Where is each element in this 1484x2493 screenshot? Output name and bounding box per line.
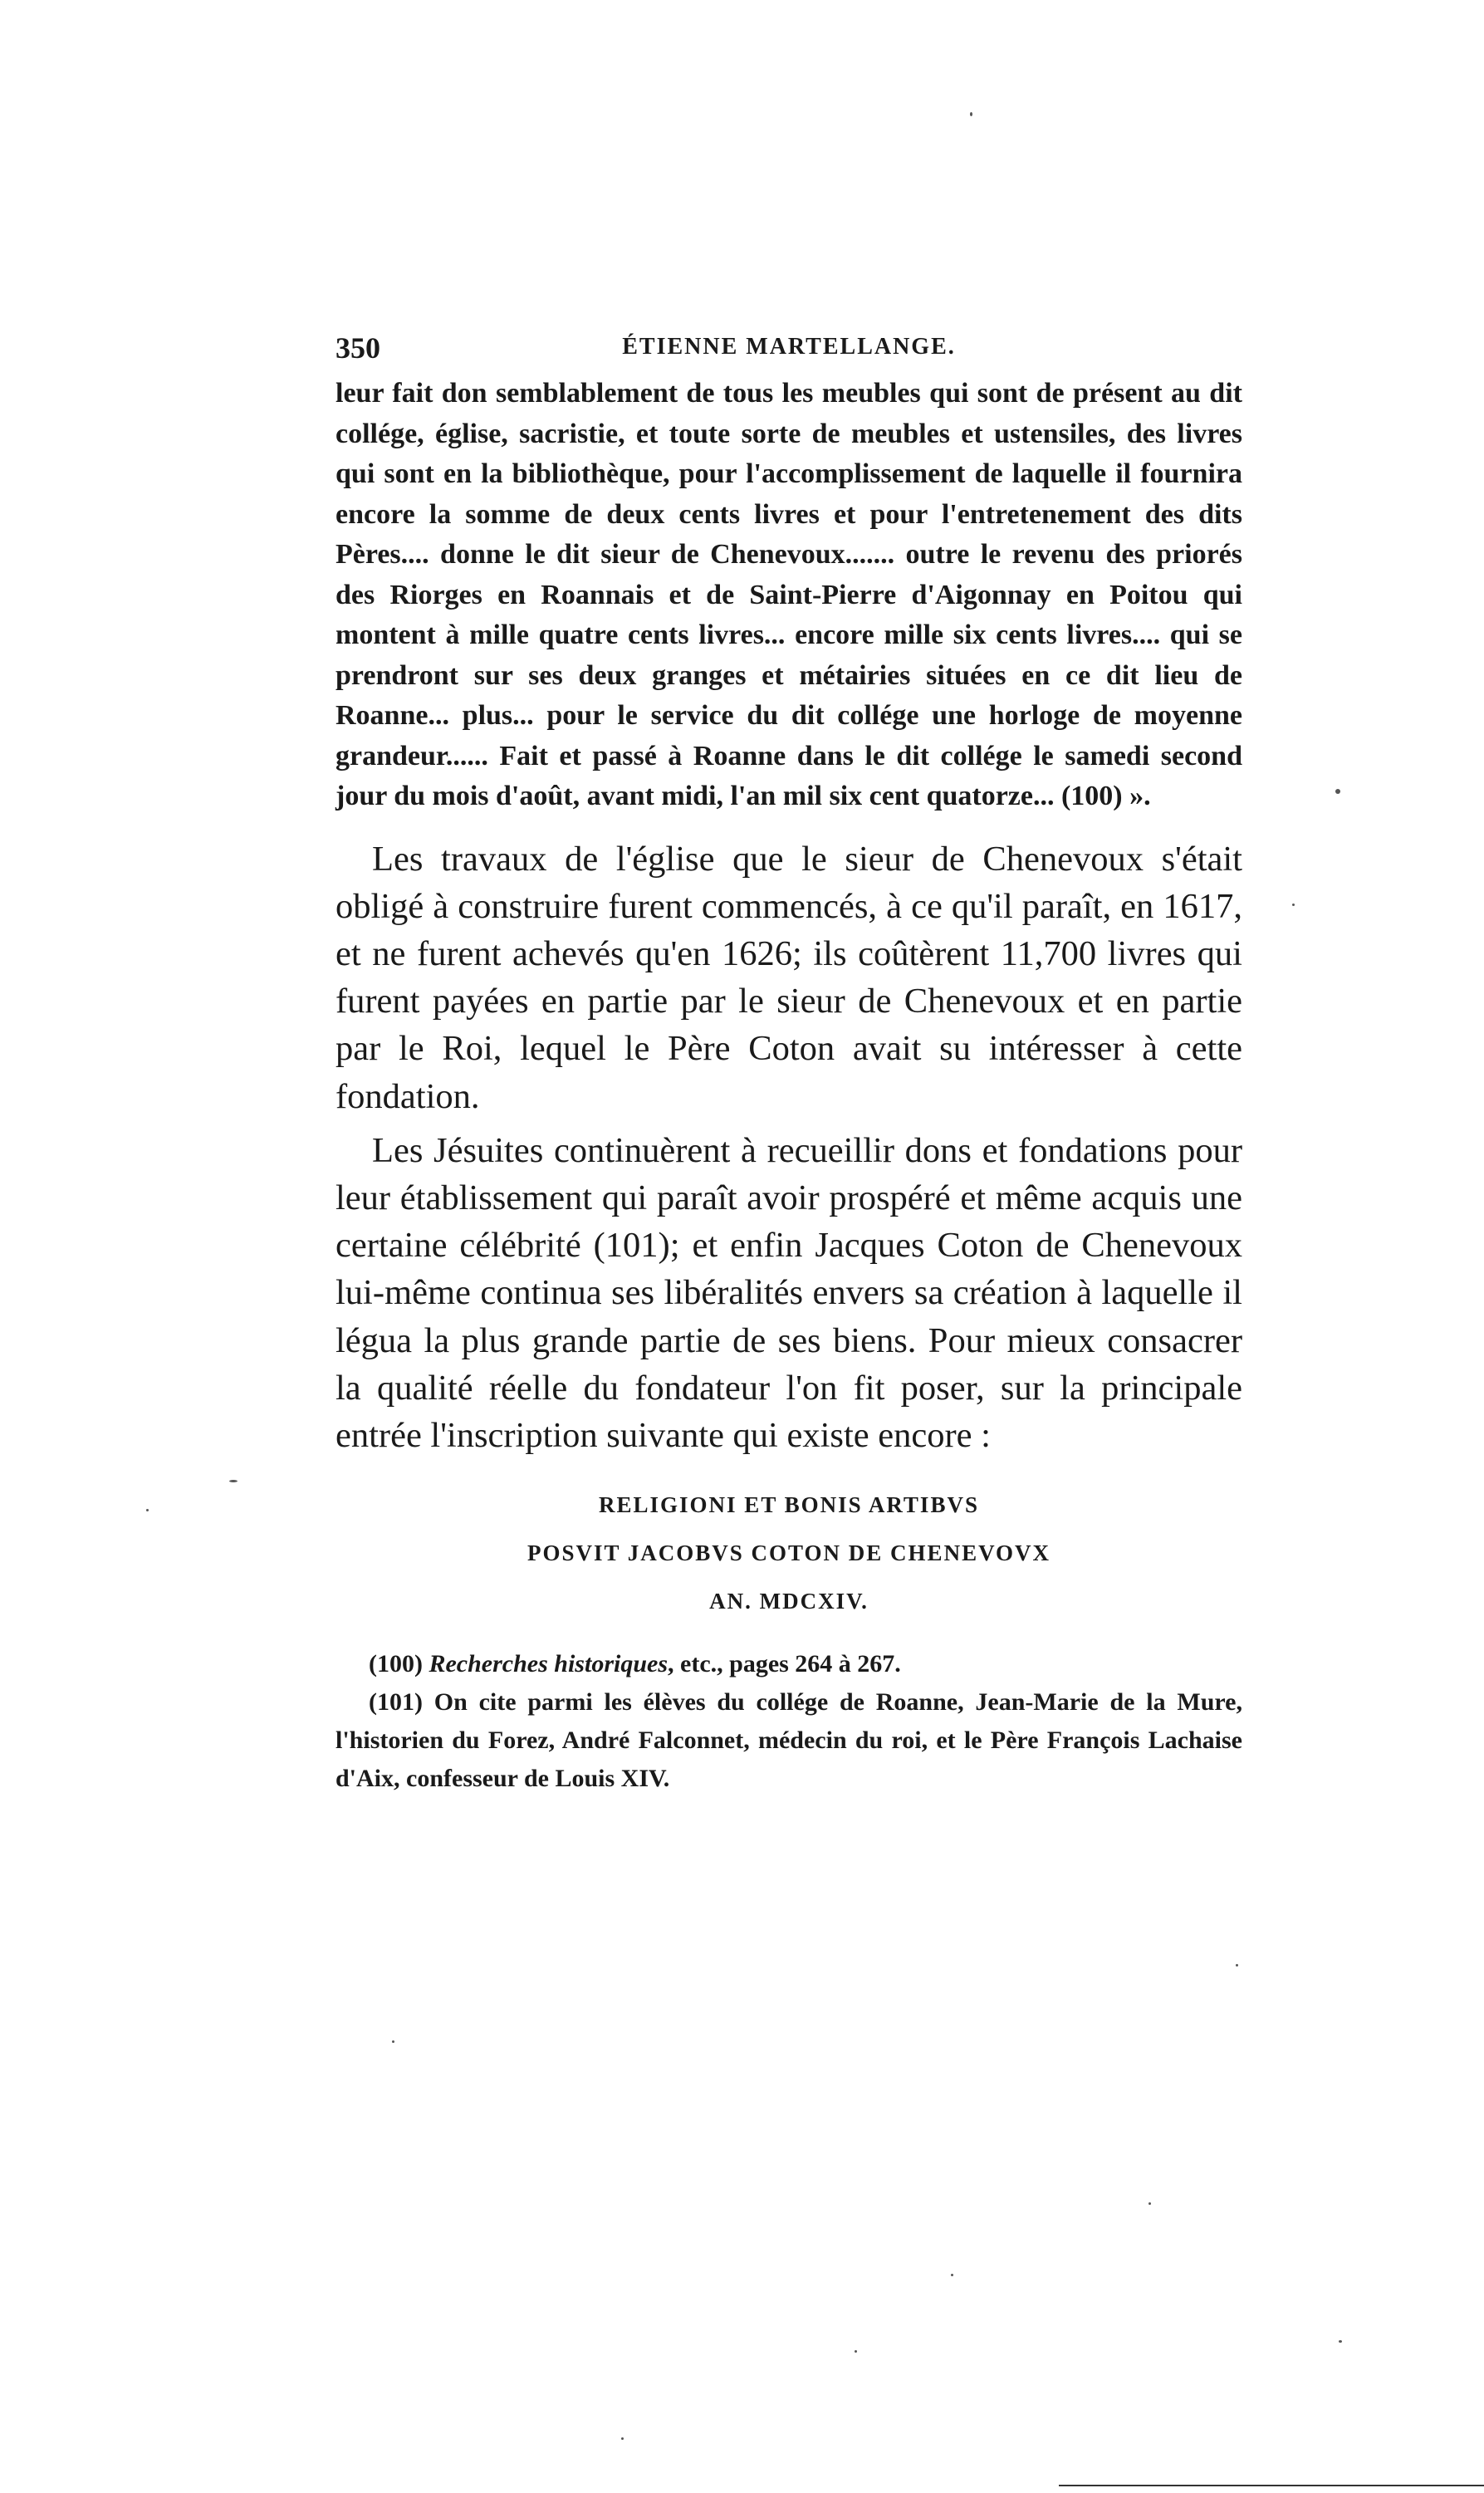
scan-speck (146, 1509, 149, 1511)
scan-speck (1335, 789, 1340, 794)
paragraph-jesuits: Les Jésuites continuèrent à recueillir dons et fondations pour leur établissement qui paraît avoir prospéré et même acquis une certaine célébrité (101); et enfin Jacques Coton de Chenevoux lui-même continua ses libéralités envers sa création à laquelle il légua la plus grande partie de ses biens. Pour mieux consacrer la qualité réelle du fondateur l'on fit poser, sur la principale entrée l'inscription suivante qui existe encore : (335, 1130, 1242, 1455)
bottom-rule (1059, 2485, 1484, 2486)
quoted-act: leur fait don semblablement de tous les meubles qui sont de présent au dit collége, église, sacristie, et toute sorte de meubles et ustensiles, des livres qui sont en la bibliothèque, pour l'accomplissement de laquelle il fournira encore la somme de deux cents livres et pour l'entretenement des dits Pères.... donne le dit sieur de Chenevoux....... outre le revenu des priorés des Riorges en Roannais et de Saint-Pierre d'Aigonnay en Poitou qui montent à mille quatre cents livres... encore mille six cents livres.... qui se prendront sur ses deux granges et métairies situées en ce dit lieu de Roanne... plus... pour le service du dit collége une horloge de moyenne grandeur...... Fait et passé à Roanne dans le dit collége le samedi second jour du mois d'août, avant midi, l'an mil six cent quatorze... (100) ». (335, 378, 1242, 811)
footnote-101 (335, 1683, 1242, 1798)
inscription-line: AN. MDCXIV. (709, 1589, 869, 1614)
page-header (335, 331, 1242, 370)
scan-speck (1292, 904, 1295, 906)
running-head: ÉTIENNE MARTELLANGE. (622, 334, 956, 360)
page-number: 350 (335, 331, 380, 365)
footnote-mark: (101) (369, 1688, 423, 1717)
scan-speck (970, 112, 972, 116)
footnote-title: Recherches historiques (429, 1650, 669, 1678)
footnotes (335, 1645, 1242, 1798)
scan-speck (951, 2274, 953, 2276)
footnote-text: , etc., pages 264 à 267. (668, 1650, 901, 1678)
scan-speck (1339, 2340, 1342, 2343)
paragraph-church-works: Les travaux de l'église que le sieur de Chenevoux s'était obligé à construire furent commencés, à ce qu'il paraît, en 1617, et ne furent achevés qu'en 1626; ils coûtèrent 11,700 livres qui furent payées en partie par le sieur de Chenevoux et en partie par le Roi, lequel le Père Coton avait su intéresser à cette fondation. (335, 839, 1242, 1116)
scan-speck (1236, 1964, 1238, 1966)
inscription-line: RELIGIONI ET BONIS ARTIBVS (599, 1492, 979, 1518)
scan-speck (855, 2350, 857, 2353)
inscription (335, 1481, 1242, 1625)
scan-speck (229, 1480, 238, 1482)
inscription-line: POSVIT JACOBVS COTON DE CHENEVOVX (527, 1540, 1051, 1566)
page-content (335, 331, 1242, 1798)
footnote-mark: (100) (369, 1650, 423, 1678)
footnote-100 (335, 1645, 1242, 1683)
scan-speck (621, 2437, 624, 2440)
footnote-text: On cite parmi les élèves du collége de Roanne, Jean-Marie de la Mure, l'historien du Forez, André Falconnet, médecin du roi, et le Père François Lachaise d'Aix, confesseur de Louis XIV. (335, 1688, 1242, 1793)
scan-speck (1149, 2202, 1151, 2205)
scan-speck (392, 2040, 394, 2043)
